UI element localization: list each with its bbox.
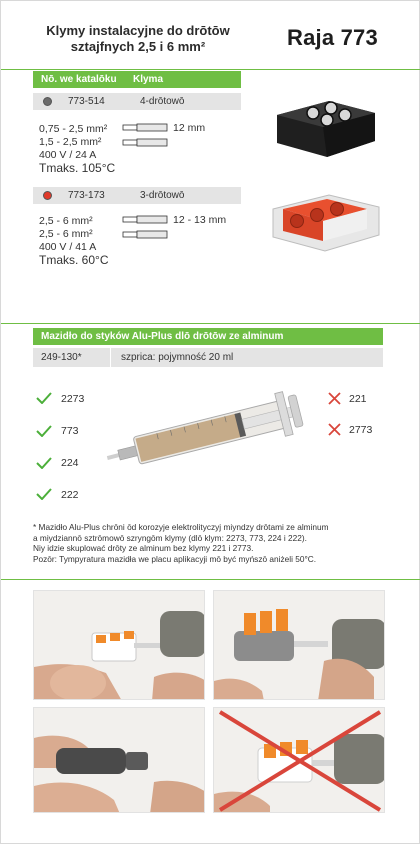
divider: [1, 69, 420, 70]
product-row: [33, 93, 241, 110]
connector-3-wire-image: [267, 185, 385, 257]
divider: [1, 323, 420, 324]
compatible-item: 224: [61, 457, 79, 469]
red-dot-icon: [43, 191, 52, 200]
incompatible-item: 2773: [349, 424, 373, 436]
spec-range-1: 2,5 - 6 mm²: [39, 215, 93, 227]
check-icon: [36, 457, 52, 469]
stripped-wire-icon: [121, 213, 171, 245]
gel-row: [33, 348, 383, 367]
series-title: Raja 773: [287, 25, 378, 50]
footnote-line: * Mazidło Alu-Plus chrōni ōd korozyje elektrolityczyj miyndzy drōtami ze alminum: [33, 522, 329, 532]
strip-length: 12 - 13 mm: [173, 214, 227, 226]
stripped-wire-icon: [121, 121, 171, 153]
gel-code: 249-130*: [33, 348, 111, 367]
spec-rating: 400 V / 24 A: [39, 149, 97, 161]
footnote-line: a miydziannō sztrōmowō szryngōm klymy (dlō klym: 2273, 773, 224 i 222).: [33, 532, 307, 543]
page-title: Klymy instalacyjne do drōtōw sztajfnych 2,5 i 6 mm²: [46, 23, 230, 54]
spec-rating: 400 V / 41 A: [39, 241, 97, 253]
spec-range-1: 0,75 - 2,5 mm²: [39, 123, 108, 135]
footnote-line: Niy idzie skuplować drōty ze alminum bez klymy 221 i 2773.: [33, 543, 254, 553]
product-table-header: [33, 71, 241, 88]
check-icon: [36, 425, 52, 437]
connector-4-wire-image: [267, 93, 385, 165]
gel-description: szprica: pojymność 20 ml: [121, 352, 234, 363]
cross-icon: [328, 423, 341, 436]
gray-dot-icon: [43, 97, 52, 106]
compatible-item: 222: [61, 489, 79, 501]
product-name: 4-drōtowō: [140, 96, 185, 107]
photo-apply-gel-wago: [33, 590, 205, 700]
col-header-name: Klyma: [133, 74, 164, 85]
col-header-code: Nō. we katalōku: [41, 74, 117, 85]
product-name: 3-drōtowō: [140, 190, 185, 201]
compatible-item: 2273: [61, 393, 85, 405]
spec-range-2: 2,5 - 6 mm²: [39, 228, 93, 240]
incompatible-item: 221: [349, 393, 367, 405]
product-code: 773-514: [68, 96, 105, 107]
footnote-line: Pozōr: Tympyratura mazidła we placu aplikacyji mō być myńszō aniżeli 50°C.: [33, 553, 317, 564]
cross-icon: [328, 392, 341, 405]
spec-tmax: Tmaks. 60°C: [39, 253, 109, 267]
spec-tmax: Tmaks. 105°C: [39, 161, 116, 175]
spec-range-2: 1,5 - 2,5 mm²: [39, 136, 102, 148]
divider: [1, 579, 420, 580]
photo-apply-gel-lever: [213, 590, 385, 700]
photo-not-allowed: [213, 707, 385, 813]
gel-footnote: [33, 522, 383, 564]
compatible-item: 773: [61, 425, 79, 437]
gel-heading: Mazidło do styków Alu-Plus dlō drōtōw ze alminum: [33, 328, 383, 345]
product-code: 773-173: [68, 190, 105, 201]
syringe-image: [99, 381, 317, 491]
check-icon: [36, 392, 52, 404]
strip-length: 12 mm: [173, 122, 206, 134]
check-icon: [36, 488, 52, 500]
photo-insert-wire: [33, 707, 205, 813]
product-row: [33, 187, 241, 204]
